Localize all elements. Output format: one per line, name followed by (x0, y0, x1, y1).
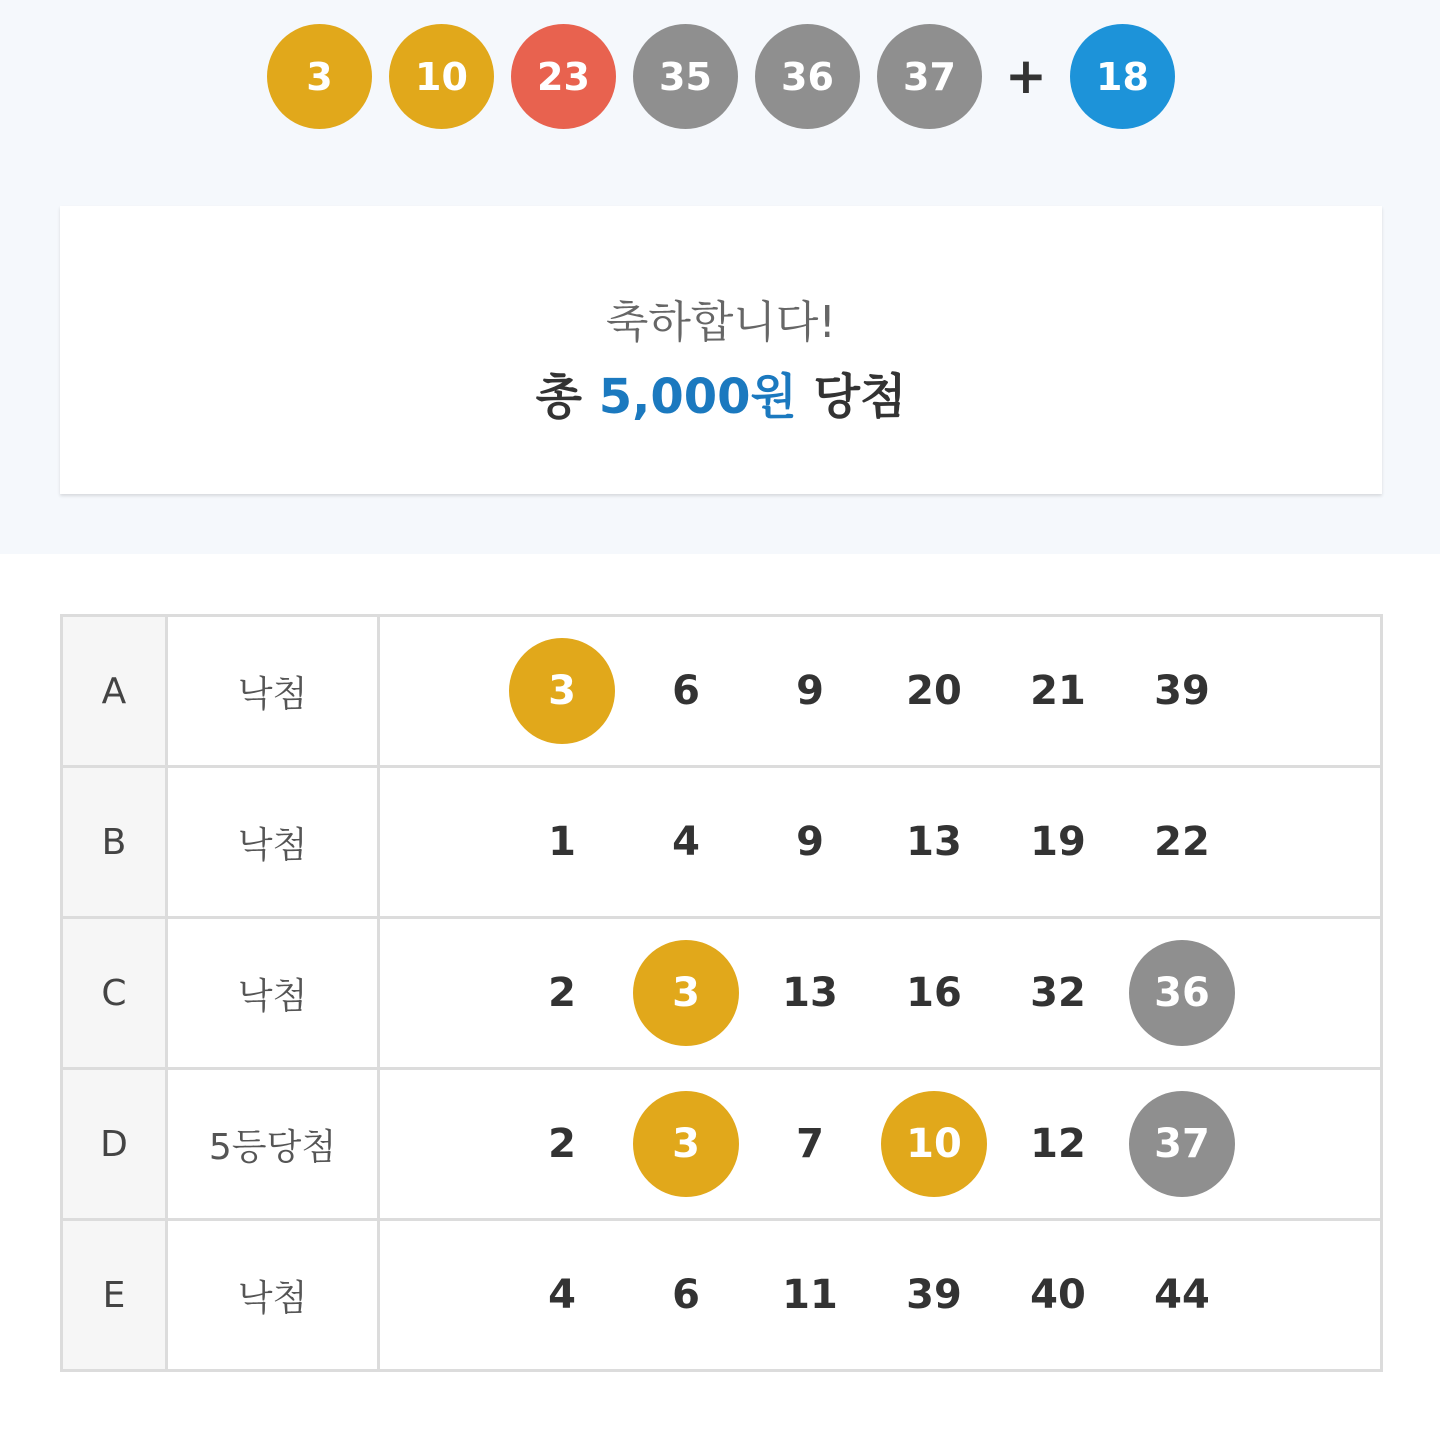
congrats-message: 축하합니다! (605, 297, 837, 348)
ticket-result: 낙첨 (167, 767, 379, 918)
ticket-game-label: D (62, 1069, 167, 1220)
winning-number-ball: 36 (755, 24, 860, 129)
ticket-number: 19 (1030, 819, 1086, 865)
ticket-numbers (379, 918, 1382, 1069)
ticket-result: 5등당첨 (167, 1069, 379, 1220)
ticket-number: 1 (548, 819, 576, 865)
ticket-number: 11 (782, 1272, 838, 1318)
ticket-number: 20 (906, 668, 962, 714)
ticket-number: 4 (672, 819, 700, 865)
total-prefix: 총 (535, 369, 582, 425)
ticket-numbers (379, 1220, 1382, 1371)
ticket-numbers (379, 767, 1382, 918)
result-summary-card (60, 206, 1382, 494)
matched-number-ball: 3 (633, 1091, 739, 1197)
matched-number-ball: 10 (881, 1091, 987, 1197)
ticket-numbers (379, 1069, 1382, 1220)
ticket-number: 39 (906, 1272, 962, 1318)
ticket-row (62, 1069, 1382, 1220)
ticket-number: 2 (548, 970, 576, 1016)
total-amount: 5,000원 (598, 369, 797, 425)
ticket-number: 44 (1154, 1272, 1210, 1318)
ticket-row (62, 1220, 1382, 1371)
plus-icon: + (1005, 47, 1047, 105)
ticket-number: 39 (1154, 668, 1210, 714)
ticket-number: 2 (548, 1121, 576, 1167)
winning-numbers (0, 24, 1440, 128)
ticket-row (62, 616, 1382, 767)
ticket-result: 낙첨 (167, 616, 379, 767)
ticket-number: 6 (672, 1272, 700, 1318)
ticket-number: 4 (548, 1272, 576, 1318)
winning-number-ball: 3 (267, 24, 372, 129)
winning-number-ball: 23 (511, 24, 616, 129)
ticket-number: 9 (796, 668, 824, 714)
ticket-number: 7 (796, 1121, 824, 1167)
ticket-game-label: A (62, 616, 167, 767)
ticket-game-label: E (62, 1220, 167, 1371)
matched-number-ball: 3 (509, 638, 615, 744)
ticket-number: 13 (906, 819, 962, 865)
ticket-row (62, 767, 1382, 918)
ticket-table (60, 614, 1383, 1372)
footnote (80, 1426, 1380, 1440)
ticket-number: 6 (672, 668, 700, 714)
ticket-number: 16 (906, 970, 962, 1016)
matched-number-ball: 3 (633, 940, 739, 1046)
draw-section (0, 0, 1440, 554)
ticket-result: 낙첨 (167, 1220, 379, 1371)
ticket-numbers (379, 616, 1382, 767)
bonus-number-ball: 18 (1070, 24, 1175, 129)
ticket-row (62, 918, 1382, 1069)
ticket-game-label: B (62, 767, 167, 918)
matched-number-ball: 36 (1129, 940, 1235, 1046)
winning-number-ball: 37 (877, 24, 982, 129)
ticket-game-label: C (62, 918, 167, 1069)
total-prize (60, 358, 1382, 427)
winning-number-ball: 10 (389, 24, 494, 129)
ticket-number: 22 (1154, 819, 1210, 865)
ticket-number: 9 (796, 819, 824, 865)
total-suffix: 당첨 (813, 369, 907, 425)
ticket-number: 21 (1030, 668, 1086, 714)
matched-number-ball: 37 (1129, 1091, 1235, 1197)
ticket-result: 낙첨 (167, 918, 379, 1069)
ticket-number: 12 (1030, 1121, 1086, 1167)
ticket-number: 32 (1030, 970, 1086, 1016)
ticket-number: 40 (1030, 1272, 1086, 1318)
ticket-number: 13 (782, 970, 838, 1016)
winning-number-ball: 35 (633, 24, 738, 129)
